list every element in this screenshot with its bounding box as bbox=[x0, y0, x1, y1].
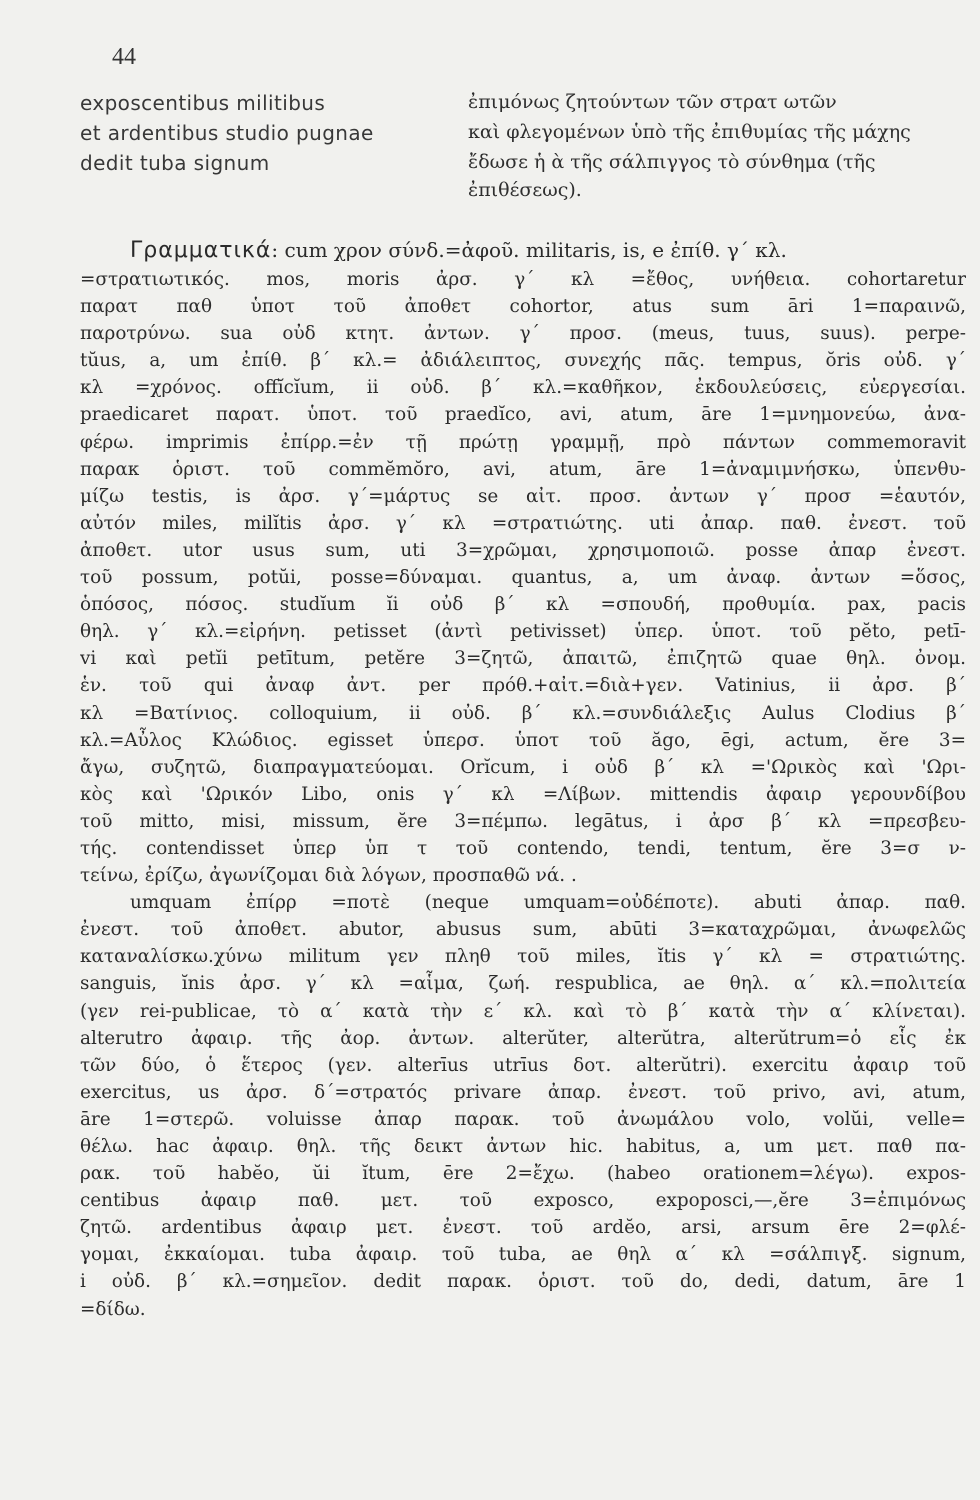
grammar-heading: Γραμματικά bbox=[130, 238, 272, 263]
glossary-line: tŭus, a, um ἐπίθ. β΄ κλ.= ἀδιάλειπτος, συνεχής πᾶς. tempus, ŏris οὐδ. γ΄ bbox=[80, 350, 966, 372]
latin-phrase: dedit tuba signum bbox=[80, 151, 270, 175]
glossary-line: τοῦ mitto, misi, missum, ĕre 3=πέμπω. legātus, i ἀρσ β΄ κλ =πρεσβευ- bbox=[80, 810, 966, 832]
greek-translation: ἔδωσε ἡ ὰ τῆς σάλπιγγος τὸ σύνθημα (τῆς ἐπιθέσεως). bbox=[468, 151, 876, 201]
glossary-line: praedicaret παρατ. ὑποτ. τοῦ praedĭco, avi, atum, āre 1=μνημονεύω, ἀνα- bbox=[80, 404, 966, 426]
latin-phrase: exposcentibus militibus bbox=[80, 91, 326, 115]
glossary-line: παρακ ὁριστ. τοῦ commĕmŏro, avi, atum, āre 1=ἀναμιμνήσκω, ὑπενθυ- bbox=[80, 458, 966, 480]
glossary-line: τῶν δύο, ὁ ἕτερος (γεν. alterīus utrīus δοτ. alterŭtri). exercitu ἀφαιρ τοῦ bbox=[80, 1054, 966, 1076]
glossary-line: κλ =χρόνος. offĭcĭum, ii οὐδ. β΄ κλ.=καθῆκον, ἐκδουλεύσεις, εὐεργεσίαι. bbox=[80, 377, 966, 399]
glossary-line: =στρατιωτικός. mos, moris ἀρσ. γ΄ κλ =ἔθος, υνήθεια. cohortaretur bbox=[80, 269, 966, 290]
glossary-line: ἀποθετ. utor usus sum, uti 3=χρῶμαι, χρησιμοποιῶ. posse ἀπαρ ἐνεστ. bbox=[80, 539, 966, 561]
glossary-line: θηλ. γ΄ κλ.=εἰρήνη. petisset (ἀντὶ petivisset) ὑπερ. ὑποτ. τοῦ pĕto, petī- bbox=[80, 621, 966, 643]
glossary-line: κλ.=Αὖλος Κλώδιος. egisset ὑπερσ. ὑποτ τοῦ ăgo, ēgi, actum, ĕre 3= bbox=[80, 729, 966, 751]
glossary-line: vi καὶ petĭi petītum, petĕre 3=ζητῶ, ἀπαιτῶ, ἐπιζητῶ quae θηλ. ὀνομ. bbox=[80, 648, 966, 670]
glossary-line: umquam ἐπίρρ =ποτὲ (neque umquam=οὐδέποτε). abuti ἀπαρ. παθ. bbox=[130, 892, 966, 914]
glossary-line: φέρω. imprimis ἐπίρρ.=ἐν τῇ πρώτῃ γραμμῇ, πρὸ πάντων commemoravit bbox=[80, 431, 966, 453]
glossary-line: θέλω. hac ἀφαιρ. θηλ. τῆς δεικτ ἀντων hic. habitus, a, um μετ. παθ πα- bbox=[80, 1136, 966, 1157]
grammar-glossary bbox=[80, 266, 966, 1323]
glossary-line: παροτρύνω. sua οὐδ κτητ. ἀντων. γ΄ προσ. (meus, tuus, suus). perpe- bbox=[80, 323, 966, 345]
translation-pairs bbox=[80, 88, 970, 204]
glossary-line: exercitus, us ἀρσ. δ΄=στρατός privare ἀπαρ. ἐνεστ. τοῦ privo, avi, atum, bbox=[80, 1081, 966, 1103]
glossary-line: i οὐδ. β΄ κλ.=σημεῖον. dedit παρακ. ὁριστ. τοῦ do, dedi, datum, āre 1 bbox=[80, 1271, 966, 1293]
glossary-line: (γεν rei-publicae, τὸ α΄ κατὰ τὴν ε΄ κλ. καὶ τὸ β΄ κατὰ τὴν α΄ κλίνεται). bbox=[80, 1000, 966, 1022]
page-number: 44 bbox=[112, 44, 136, 70]
glossary-line: παρατ παθ ὑποτ τοῦ ἀποθετ cohortor, atus sum āri 1=παραινῶ, bbox=[80, 296, 966, 318]
greek-translation: καὶ φλεγομένων ὑπὸ τῆς ἐπιθυμίας τῆς μάχης bbox=[468, 121, 911, 143]
glossary-line: alterutro ἀφαιρ. τῆς ἀορ. ἀντων. alterŭter, alterŭtra, alterŭtrum=ὁ εἷς ἐκ bbox=[80, 1027, 966, 1049]
glossary-line: καταναλίσκω.χύνω militum γεν πληθ τοῦ miles, ĭtis γ΄ κλ = στρατιώτης. bbox=[80, 946, 966, 968]
glossary-line: ζητῶ. ardentibus ἀφαιρ μετ. ἐνεστ. τοῦ ardĕo, arsi, arsum ēre 2=φλέ- bbox=[80, 1217, 966, 1239]
translation-pair bbox=[80, 118, 970, 148]
glossary-line: αὐτόν miles, milĭtis ἀρσ. γ΄ κλ =στρατιώτης. uti ἀπαρ. παθ. ἐνεστ. τοῦ bbox=[80, 512, 966, 534]
glossary-line: ρακ. τοῦ habĕo, ŭi ĭtum, ēre 2=ἔχω. (habeo orationem=λέγω). expos- bbox=[80, 1163, 966, 1185]
grammar-heading-row bbox=[130, 236, 970, 265]
glossary-line: ἑν. τοῦ qui ἀναφ ἀντ. per πρόθ.+αἰτ.=διὰ+γεν. Vatinius, ii ἀρσ. β΄ bbox=[80, 675, 966, 697]
translation-pair bbox=[80, 88, 970, 118]
glossary-line: κλ =Βατίνιος. colloquium, ii οὐδ. β΄ κλ.=συνδιάλεξις Aulus Clodius β΄ bbox=[80, 702, 966, 724]
translation-pair bbox=[80, 148, 970, 204]
glossary-line: =δίδω. bbox=[80, 1298, 146, 1320]
glossary-line: ἐνεστ. τοῦ ἀποθετ. abutor, abusus sum, abūti 3=καταχρῶμαι, ἀνωφελῶς bbox=[80, 919, 966, 941]
glossary-line: āre 1=στερῶ. voluisse ἀπαρ παρακ. τοῦ ἀνωμάλου volo, volŭi, velle= bbox=[80, 1108, 966, 1130]
glossary-line: centibus ἀφαιρ παθ. μετ. τοῦ exposco, expoposci,—,ĕre 3=ἐπιμόνως bbox=[80, 1190, 966, 1212]
glossary-line: τοῦ possum, potŭi, posse=δύναμαι. quantus, a, um ἀναφ. ἀντων =ὅσος, bbox=[80, 567, 966, 589]
glossary-line: ἄγω, συζητῶ, διαπραγματεύομαι. Orĭcum, i οὐδ β΄ κλ ='Ωρικὸς καὶ 'Ωρι- bbox=[80, 756, 966, 778]
grammar-first-line: : cum χρον σύνδ.=ἀφοῦ. militaris, is, e ἐπίθ. γ΄ κλ. bbox=[271, 238, 787, 262]
glossary-line: γομαι, ἐκκαίομαι. tuba ἀφαιρ. τοῦ tuba, ae θηλ α΄ κλ =σάλπιγξ. signum, bbox=[80, 1244, 966, 1266]
glossary-line: sanguis, ĭnis ἀρσ. γ΄ κλ =αἷμα, ζωή. respublica, ae θηλ. α΄ κλ.=πολιτεία bbox=[80, 973, 966, 995]
glossary-line: ὁπόσος, πόσος. studĭum ĭi οὐδ β΄ κλ =σπουδή, προθυμία. pax, pacis bbox=[80, 594, 966, 616]
glossary-line: τείνω, ἐρίζω, ἀγωνίζομαι διὰ λόγων, προσπαθῶ νά. . bbox=[80, 865, 577, 887]
glossary-line: μίζω testis, is ἀρσ. γ΄=μάρτυς se αἰτ. προσ. ἀντων γ΄ προσ =ἑαυτόν, bbox=[80, 485, 966, 507]
latin-phrase: et ardentibus studio pugnae bbox=[80, 121, 374, 145]
greek-translation: ἐπιμόνως ζητούντων τῶν στρατ ωτῶν bbox=[468, 91, 837, 113]
glossary-line: κὸς καὶ 'Ωρικόν Libo, onis γ΄ κλ =Λίβων. mittendis ἀφαιρ γερουνδίβου bbox=[80, 783, 966, 805]
glossary-line: τής. contendisset ὑπερ ὑπ τ τοῦ contendo, tendi, tentum, ĕre 3=σ ν- bbox=[80, 837, 966, 859]
